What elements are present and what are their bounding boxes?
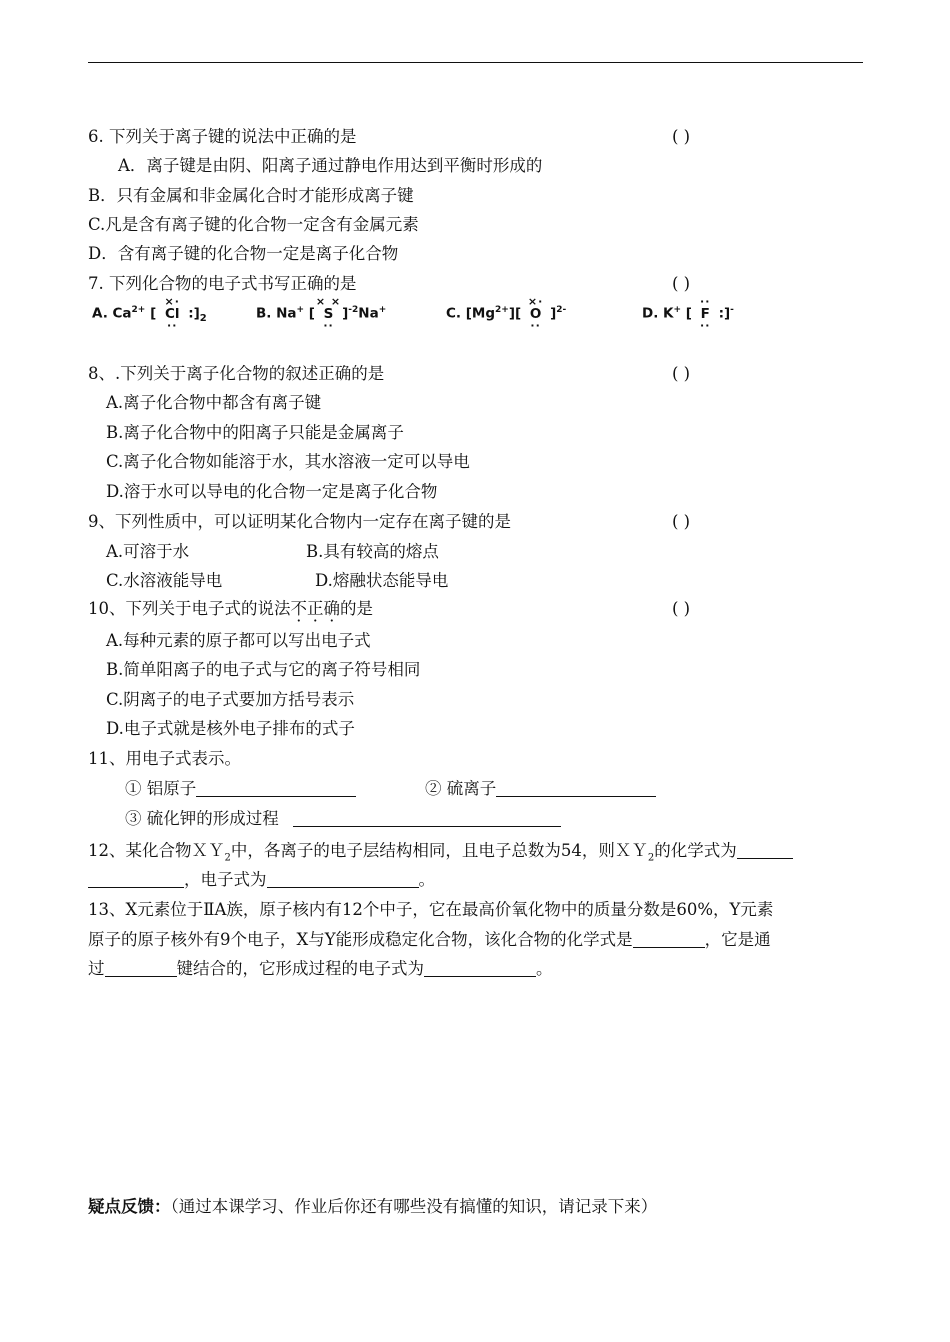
q6-answer-paren: ( ) xyxy=(672,127,691,146)
feedback-text: （通过本课学习、作业后你还有哪些没有搞懂的知识，请记录下来） xyxy=(170,1197,658,1216)
q7-c-symbol: O xyxy=(529,305,542,322)
q7-b-charge2: -2 xyxy=(348,305,359,315)
q12-line2-end: 。 xyxy=(418,870,435,889)
q12-line1-mid: 中，各离子的电子层结构相同，且电子总数为54，则ＸＹ xyxy=(230,841,648,860)
q6-option-b: B．只有金属和非金属化合时才能形成离子键 xyxy=(88,186,414,205)
q13-line-2 xyxy=(88,929,771,951)
q10-option-a: A.每种元素的原子都可以写出电子式 xyxy=(106,631,371,650)
q12-line-1 xyxy=(88,840,793,869)
q7-b-end: Na xyxy=(358,305,379,322)
q7-d-charge: + xyxy=(673,305,682,315)
q7-c-dots-top: ×· xyxy=(527,294,544,308)
q8-option-c: C.离子化合物如能溶于水，其水溶液一定可以导电 xyxy=(106,452,470,471)
q8-stem: 8、.下列关于离子化合物的叙述正确的是 xyxy=(88,364,385,383)
feedback-label: 疑点反馈： xyxy=(88,1197,171,1216)
q7-c-atom xyxy=(526,294,545,332)
q12-sub2: 2 xyxy=(647,852,655,864)
q10-option-b: B.简单阳离子的电子式与它的离子符号相同 xyxy=(106,660,421,679)
q11-item-3-blank[interactable] xyxy=(293,810,561,827)
q7-option-b-formula xyxy=(256,294,387,332)
q11-item-3 xyxy=(125,808,561,830)
q7-stem: 7. 下列化合物的电子式书写正确的是 xyxy=(88,274,357,293)
q12-formula-blank-a[interactable] xyxy=(737,842,793,859)
q6-option-a: A．离子键是由阴、阳离子通过静电作用达到平衡时形成的 xyxy=(118,156,543,175)
q7-option-a-formula xyxy=(92,294,207,332)
q7-b-atom xyxy=(315,294,342,332)
q7-a-lead: A. Ca xyxy=(92,305,132,322)
q7-d-symbol: F xyxy=(700,305,710,322)
q6-stem: 6. 下列关于离子键的说法中正确的是 xyxy=(88,127,357,146)
q7-a-atom xyxy=(161,294,184,332)
q12-line2-mid: ，电子式为 xyxy=(184,870,267,889)
q7-c-charge: 2+ xyxy=(495,305,509,315)
q13-line-1: 13、X元素位于ⅡA族，原子核内有12个中子，它在最高价氧化物中的质量分数是60%，Y元素 xyxy=(88,900,774,919)
q7-d-dots-bottom: ·· xyxy=(700,318,711,332)
q13-line2-pre: 原子的原子核外有9个电子，X与Y能形成稳定化合物，该化合物的化学式是 xyxy=(88,930,633,949)
q9-answer-paren: ( ) xyxy=(672,512,691,531)
q12-line1-post: 的化学式为 xyxy=(654,841,737,860)
q7-option-c-formula xyxy=(446,294,567,332)
q11-stem: 11、用电子式表示。 xyxy=(88,749,241,768)
q10-emphasis-zheng: 正 xyxy=(307,599,324,618)
q10-stem-post: 的是 xyxy=(340,599,373,618)
q8-answer-paren: ( ) xyxy=(672,364,691,383)
header-rule xyxy=(88,62,863,63)
q7-b-dots-bottom: ·· xyxy=(323,318,334,332)
q13-bond-blank[interactable] xyxy=(105,960,177,977)
q7-d-charge2: - xyxy=(730,305,734,315)
q7-d-lead: D. K xyxy=(642,305,674,322)
q8-option-b: B.离子化合物中的阳离子只能是金属离子 xyxy=(106,423,404,442)
q13-line3-pre: 过 xyxy=(88,959,105,978)
q7-a-dots-bottom: ·· xyxy=(167,318,178,332)
q7-b-lead: B. Na xyxy=(256,305,297,322)
q7-a-sub: 2 xyxy=(199,313,207,325)
q7-c-tail: ] xyxy=(550,305,557,322)
q7-d-dots-top: ·· xyxy=(700,294,711,308)
q12-sub1: 2 xyxy=(224,852,231,864)
q10-option-c: C.阴离子的电子式要加方括号表示 xyxy=(106,690,355,709)
q7-d-bracket: [ xyxy=(685,305,692,322)
q7-a-bracket: [ xyxy=(150,305,157,322)
q7-d-tail: :] xyxy=(718,305,731,322)
q13-line3-end: 。 xyxy=(536,959,553,978)
q12-formula-blank-b[interactable] xyxy=(88,871,184,888)
q7-b-charge: + xyxy=(296,305,305,315)
q8-option-d: D.溶于水可以导电的化合物一定是离子化合物 xyxy=(106,482,438,501)
q10-emphasis-que: 确 xyxy=(323,599,340,618)
feedback-line xyxy=(88,1196,657,1218)
q11-item-2 xyxy=(425,778,656,800)
q9-option-b: B.具有较高的熔点 xyxy=(306,542,439,561)
q7-option-d-formula xyxy=(642,294,734,332)
q12-line-2 xyxy=(88,869,435,891)
q8-option-a: A.离子化合物中都含有离子键 xyxy=(106,393,322,412)
q7-b-bracket: [ xyxy=(308,305,315,322)
q13-formula-blank[interactable] xyxy=(633,931,705,948)
q10-option-d: D.电子式就是核外电子排布的式子 xyxy=(106,719,355,738)
q7-a-symbol: Cl xyxy=(164,305,180,322)
q9-option-a: A.可溶于水 xyxy=(106,542,190,561)
q6-option-d: D．含有离子键的化合物一定是离子化合物 xyxy=(88,244,399,263)
q9-option-c: C.水溶液能导电 xyxy=(106,571,223,590)
q11-item-1-blank[interactable] xyxy=(196,780,356,797)
q13-line2-post: ，它是通 xyxy=(704,930,771,949)
q7-answer-paren: ( ) xyxy=(672,274,691,293)
q13-line3-mid: 键结合的，它形成过程的电子式为 xyxy=(176,959,424,978)
q7-c-brackets: ][ xyxy=(508,305,522,322)
q7-d-atom xyxy=(697,294,714,332)
q11-item-1 xyxy=(125,778,356,800)
q7-c-dots-bottom: ·· xyxy=(530,318,541,332)
q7-a-tail: :] xyxy=(188,305,200,322)
q10-stem xyxy=(88,598,373,620)
q7-c-charge2: 2- xyxy=(556,305,567,315)
q11-item-3-label: ③ 硫化钾的形成过程 xyxy=(125,809,279,828)
q13-line-3 xyxy=(88,958,553,980)
q10-stem-pre: 10、下列关于电子式的说法 xyxy=(88,599,291,618)
q10-answer-paren: ( ) xyxy=(672,599,691,618)
q13-process-blank[interactable] xyxy=(424,960,536,977)
q7-c-lead: C. [Mg xyxy=(446,305,496,322)
q9-stem: 9、下列性质中，可以证明某化合物内一定存在离子键的是 xyxy=(88,512,511,531)
q11-item-1-label: ① 铝原子 xyxy=(125,779,197,798)
q7-b-dots-top: × × xyxy=(315,294,342,308)
q10-emphasis-bu: 不 xyxy=(290,599,307,618)
q12-electron-formula-blank[interactable] xyxy=(267,871,419,888)
q7-b-symbol: S xyxy=(323,305,334,322)
q6-option-c: C.凡是含有离子键的化合物一定含有金属元素 xyxy=(88,215,419,234)
q12-line1-pre: 12、某化合物ＸＹ xyxy=(88,841,225,860)
q7-a-dots-top: ×· xyxy=(164,294,180,308)
q11-item-2-blank[interactable] xyxy=(496,780,656,797)
q7-b-end-charge: + xyxy=(378,305,387,315)
q11-item-2-label: ② 硫离子 xyxy=(425,779,497,798)
q9-option-d: D.熔融状态能导电 xyxy=(315,571,449,590)
q7-a-charge: 2+ xyxy=(131,305,146,315)
q7-b-tail: ] xyxy=(342,305,349,322)
